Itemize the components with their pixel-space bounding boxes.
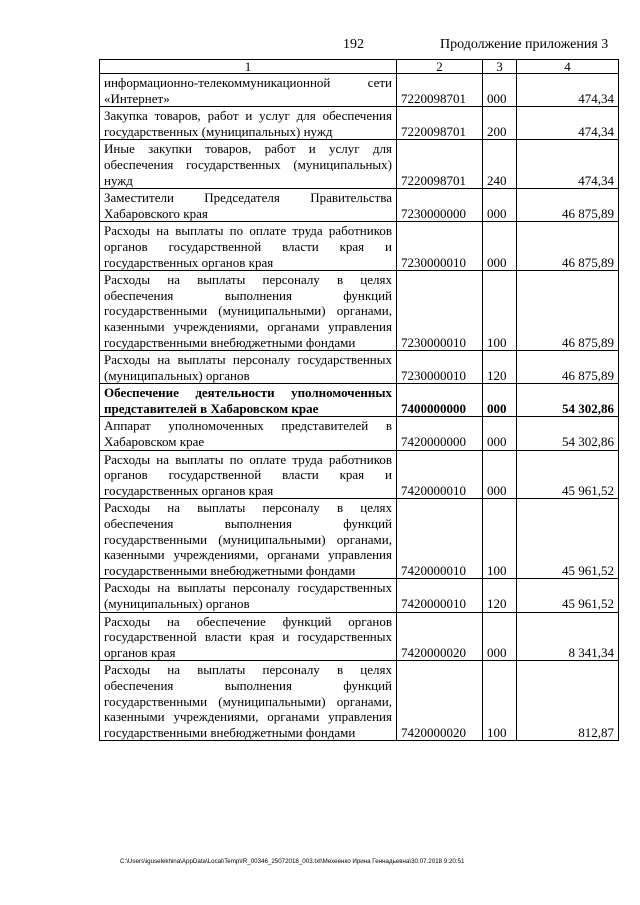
row-name: Расходы на выплаты персоналу государственных (муниципальных) органов xyxy=(100,579,397,612)
row-expense-type: 120 xyxy=(483,351,517,384)
row-expense-type: 200 xyxy=(483,107,517,140)
row-name: Расходы на обеспечение функций органов государственной власти края и государственных органов края xyxy=(100,612,397,661)
row-code: 7400000000 xyxy=(397,384,483,417)
table-row xyxy=(100,579,619,612)
row-amount: 46 875,89 xyxy=(517,189,619,222)
row-code: 7230000010 xyxy=(397,351,483,384)
footer-file-path: C:\Users\iguselekhina\AppData\Local\Temp\IR_00346_25072018_003.txt\Мехеенко Ирина Геннадьевна\30.07.2018 9:20:51 xyxy=(120,858,465,865)
row-expense-type: 000 xyxy=(483,384,517,417)
row-code: 7420000020 xyxy=(397,661,483,741)
row-expense-type: 100 xyxy=(483,499,517,579)
row-code: 7420000010 xyxy=(397,450,483,499)
row-code: 7230000000 xyxy=(397,189,483,222)
row-amount: 474,34 xyxy=(517,140,619,189)
row-amount: 54 302,86 xyxy=(517,384,619,417)
table-row xyxy=(100,499,619,579)
row-name: Расходы на выплаты по оплате труда работников органов государственной власти края и государственных органов края xyxy=(100,222,397,271)
row-expense-type: 000 xyxy=(483,74,517,107)
row-name: Иные закупки товаров, работ и услуг для обеспечения государственных (муниципальных) нужд xyxy=(100,140,397,189)
row-amount: 46 875,89 xyxy=(517,271,619,351)
row-code: 7220098701 xyxy=(397,74,483,107)
row-name: Расходы на выплаты персоналу в целях обеспечения выполнения функций государственными (муниципальными) органами, казенными учреждениями, органами управления государственными внебюджетными фондами xyxy=(100,499,397,579)
row-amount: 45 961,52 xyxy=(517,579,619,612)
row-amount: 45 961,52 xyxy=(517,450,619,499)
row-name: Закупка товаров, работ и услуг для обеспечения государственных (муниципальных) нужд xyxy=(100,107,397,140)
column-header-3: 3 xyxy=(483,60,517,74)
table-row xyxy=(100,271,619,351)
row-expense-type: 120 xyxy=(483,579,517,612)
page-number: 192 xyxy=(343,37,364,52)
row-expense-type: 100 xyxy=(483,661,517,741)
row-amount: 8 341,34 xyxy=(517,612,619,661)
row-name: Заместители Председателя Правительства Хабаровского края xyxy=(100,189,397,222)
row-code: 7230000010 xyxy=(397,222,483,271)
table-row xyxy=(100,384,619,417)
row-amount: 45 961,52 xyxy=(517,499,619,579)
row-expense-type: 000 xyxy=(483,450,517,499)
row-code: 7420000010 xyxy=(397,579,483,612)
row-code: 7220098701 xyxy=(397,107,483,140)
row-expense-type: 000 xyxy=(483,189,517,222)
row-name: Расходы на выплаты по оплате труда работников органов государственной власти края и государственных органов края xyxy=(100,450,397,499)
row-code: 7220098701 xyxy=(397,140,483,189)
row-amount: 54 302,86 xyxy=(517,417,619,450)
table-row xyxy=(100,612,619,661)
table-row xyxy=(100,351,619,384)
table-header-row xyxy=(100,60,619,74)
row-amount: 474,34 xyxy=(517,107,619,140)
row-code: 7230000010 xyxy=(397,271,483,351)
table-body xyxy=(100,74,619,741)
table-row xyxy=(100,107,619,140)
row-expense-type: 000 xyxy=(483,222,517,271)
row-name: информационно-телекоммуникационной сети «Интернет» xyxy=(100,74,397,107)
column-header-1: 1 xyxy=(100,60,397,74)
continuation-label: Продолжение приложения 3 xyxy=(440,37,609,52)
row-code: 7420000010 xyxy=(397,499,483,579)
row-amount: 46 875,89 xyxy=(517,351,619,384)
table-row xyxy=(100,417,619,450)
row-name: Расходы на выплаты персоналу в целях обеспечения выполнения функций государственными (муниципальными) органами, казенными учреждениями, органами управления государственными внебюджетными фондами xyxy=(100,661,397,741)
table-row xyxy=(100,189,619,222)
row-amount: 46 875,89 xyxy=(517,222,619,271)
column-header-4: 4 xyxy=(517,60,619,74)
row-amount: 474,34 xyxy=(517,74,619,107)
row-name: Аппарат уполномоченных представителей в Хабаровском крае xyxy=(100,417,397,450)
row-expense-type: 240 xyxy=(483,140,517,189)
table-row xyxy=(100,450,619,499)
table-row xyxy=(100,222,619,271)
row-expense-type: 000 xyxy=(483,612,517,661)
table-row xyxy=(100,140,619,189)
table-row xyxy=(100,74,619,107)
budget-table xyxy=(99,59,619,741)
row-code: 7420000020 xyxy=(397,612,483,661)
row-amount: 812,87 xyxy=(517,661,619,741)
row-expense-type: 100 xyxy=(483,271,517,351)
row-name: Обеспечение деятельности уполномоченных представителей в Хабаровском крае xyxy=(100,384,397,417)
row-code: 7420000000 xyxy=(397,417,483,450)
table-row xyxy=(100,661,619,741)
row-expense-type: 000 xyxy=(483,417,517,450)
column-header-2: 2 xyxy=(397,60,483,74)
row-name: Расходы на выплаты персоналу государственных (муниципальных) органов xyxy=(100,351,397,384)
row-name: Расходы на выплаты персоналу в целях обеспечения выполнения функций государственными (муниципальными) органами, казенными учреждениями, органами управления государственными внебюджетными фондами xyxy=(100,271,397,351)
